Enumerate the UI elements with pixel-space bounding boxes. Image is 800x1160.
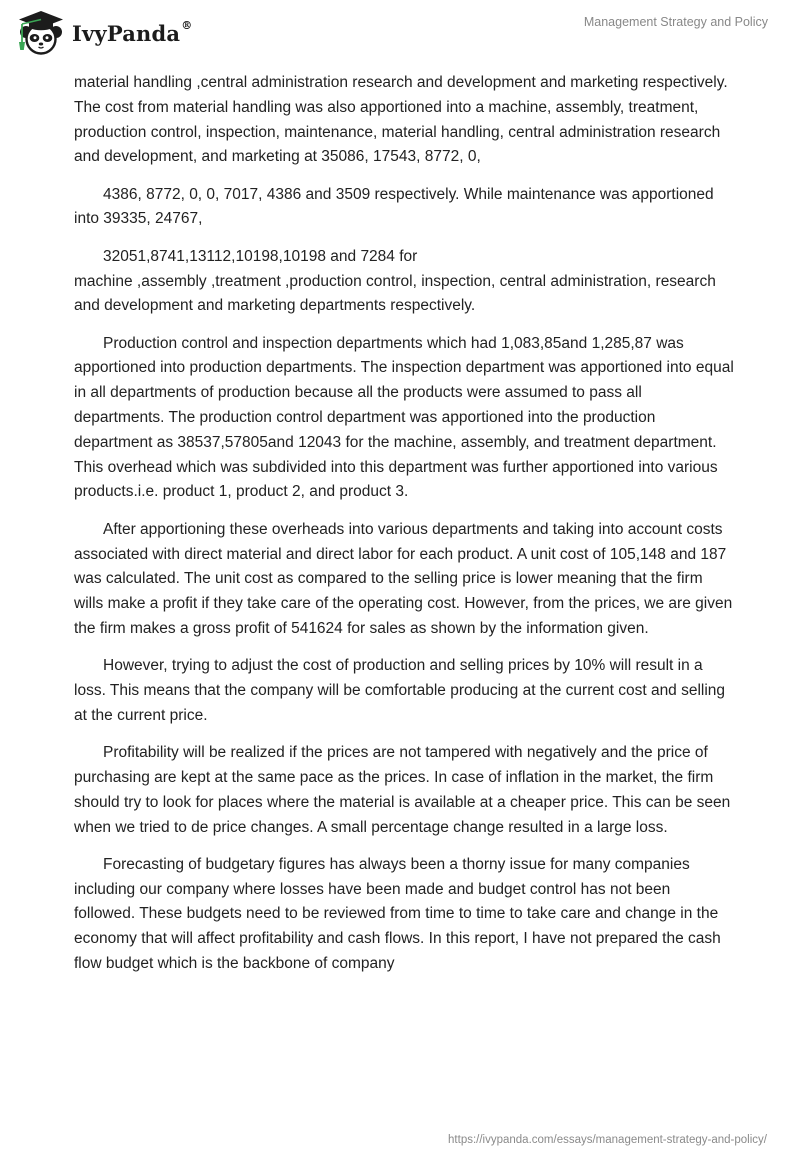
running-title: Management Strategy and Policy (583, 15, 768, 29)
panda-graduation-cap-icon (14, 8, 68, 56)
paragraph (74, 245, 734, 319)
paragraph: 4386, 8772, 0, 0, 7017, 4386 and 3509 respectively. While maintenance was apportioned into 39335, 24767, (74, 185, 714, 228)
essay-body (74, 71, 734, 989)
source-url[interactable]: https://ivypanda.com/essays/management-strategy-and-policy/ (448, 1134, 767, 1146)
paragraph: Forecasting of budgetary figures has always been a thorny issue for many companies including our company where losses have been made and budget control has not been followed. These budgets need to be reviewed from time to time to take care and change in the economy that will affect profitability and cash flows. In this report, I have not prepared the cash flow budget which is the backbone of company (74, 855, 721, 972)
paragraph: However, trying to adjust the cost of production and selling prices by 10% will result in a loss. This means that the company will be comfortable producing at the current cost and selling at the current price. (74, 657, 726, 724)
paragraph-line: 32051,8741,13112,10198,10198 and 7284 for (103, 247, 418, 265)
brand-name: IvyPanda® (72, 18, 193, 46)
page-header (0, 0, 800, 64)
registered-mark: ® (181, 18, 193, 32)
paragraph: Profitability will be realized if the prices are not tampered with negatively and the price of purchasing are kept at the same pace as the prices. In case of inflation in the market, the firm should try to look for places where the material is available at a cheaper price. This can be seen when we tried to de price changes. A small percentage change resulted in a large loss. (74, 744, 731, 836)
paragraph: Production control and inspection departments which had 1,083,85and 1,285,87 was apportioned into production departments. The inspection department was apportioned into equal in all departments of production because all the products were assumed to pass all departments. The production control department was apportioned into the production department as 38537,57805and 12043 for the machine, assembly, and treatment department. This overhead which was subdivided into this department was further apportioned into various products.i.e. product 1, product 2, and product 3. (74, 334, 734, 501)
paragraph-line: machine ,assembly ,treatment ,production control, inspection, central administration, research and development and marketing departments respectively. (74, 272, 716, 315)
paragraph: After apportioning these overheads into various departments and taking into account costs associated with direct material and direct labor for each product. A unit cost of 105,148 and 187 was calculated. The unit cost as compared to the selling price is lower meaning that the firm wills make a profit if they take care of the operating cost. However, from the prices, we are given the firm makes a gross profit of 541624 for sales as shown by the information given. (74, 520, 733, 637)
paragraph: material handling ,central administration research and development and marketing respectively. The cost from material handling was also apportioned into a machine, assembly, treatment, production control, inspection, maintenance, material handling, central administration research and development, and marketing at 35086, 17543, 8772, 0, (74, 74, 728, 166)
ivypanda-logo[interactable] (14, 8, 192, 56)
